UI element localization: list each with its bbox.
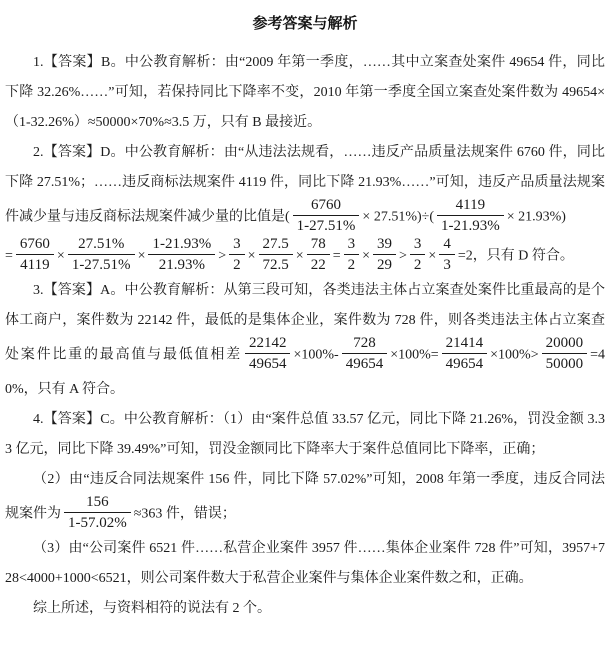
answer-4-point-1 (5, 405, 605, 465)
text-run: = (332, 248, 341, 264)
answer-4-point-3 (5, 534, 605, 594)
fraction (307, 235, 330, 274)
text-run: （2）由“违反合同法规案件 156 件，同比下降 57.02%”可知，2008 年第一季度，违反合同法规案件为 (5, 472, 605, 522)
fraction (68, 235, 135, 274)
fraction-numerator: 3 (347, 236, 356, 252)
fraction-denominator: 50000 (542, 353, 588, 373)
fraction-numerator: 3 (413, 236, 422, 252)
fraction-numerator: 4 (443, 236, 451, 252)
fraction (64, 493, 131, 532)
fraction-numerator: 1-21.93% (152, 236, 212, 252)
fraction (245, 334, 291, 373)
fraction (229, 235, 245, 274)
fraction-denominator: 2 (410, 254, 426, 274)
fraction (439, 235, 455, 274)
answer-1 (5, 48, 605, 138)
fraction (437, 196, 504, 235)
fraction (342, 334, 388, 373)
fraction-numerator: 156 (86, 494, 109, 510)
fraction (373, 235, 396, 274)
fraction-numerator: 3 (233, 236, 241, 252)
fraction-denominator: 4119 (16, 254, 54, 274)
fraction-denominator: 21.93% (148, 254, 215, 274)
fraction-denominator: 22 (307, 254, 330, 274)
text-run: × (362, 248, 370, 264)
fraction-denominator: 49654 (442, 353, 488, 373)
text-run: × (295, 248, 304, 264)
text-run: > (218, 248, 227, 264)
fraction-numerator: 728 (353, 335, 376, 351)
text-run: × (137, 248, 146, 264)
text-run: 综上所述，与资料相符的说法有 2 个。 (33, 601, 271, 616)
text-run: ×100%- (293, 347, 339, 363)
text-run: 3.【答案】A。中公教育解析：从第三段可知，各类违法主体占立案查处案件比重最高的是个体工商户，案件数为 22142 件，最低的是集体企业，案件数为 728 件，则各类违法主体占立案查处案件比重的最高值与最低值相差 (5, 283, 605, 363)
text-run: ×100%> (490, 347, 539, 363)
fraction (442, 334, 488, 373)
fraction (542, 334, 588, 373)
fraction-numerator: 27.5 (262, 236, 289, 252)
text-run: =2，只有 D 符合。 (457, 248, 574, 264)
fraction (344, 235, 360, 274)
text-run: =40%，只有 A 符合。 (5, 347, 605, 397)
answer-4-point-2 (5, 465, 605, 534)
text-run: 2.【答案】D。中公教育解析：由“从违法法规看，……违反产品质量法规案件 6760 件，同比下降 27.51%；……违反商标法规案件 4119 件，同比下降 21.93%……”可知，违反产品质量法规案件减少量与违反商标法规案件减少量的比值是( (5, 145, 605, 225)
fraction-numerator: 6760 (311, 197, 342, 213)
fraction-denominator: 49654 (342, 353, 388, 373)
fraction-numerator: 6760 (19, 236, 50, 252)
fraction-denominator: 3 (439, 254, 455, 274)
fraction-denominator: 1-27.51% (68, 254, 135, 274)
text-run: （3）由“公司案件 6521 件……私营企业案件 3957 件……集体企业案件 728 件”可知，3957+728<4000+1000<6521，则公司案件数大于私营企业案件与集体企业案件数之和，正确。 (5, 541, 605, 586)
fraction (16, 235, 54, 274)
fraction-numerator: 20000 (545, 335, 584, 351)
page-title: 参考答案与解析 (252, 15, 358, 32)
fraction-numerator: 22142 (248, 335, 287, 351)
fraction-denominator: 2 (229, 254, 245, 274)
fraction-denominator: 1-21.93% (437, 215, 504, 235)
fraction-numerator: 39 (377, 236, 392, 252)
text-run: ×100%= (390, 347, 439, 363)
fraction-denominator: 1-27.51% (293, 215, 360, 235)
text-run: 1.【答案】B。中公教育解析：由“2009 年第一季度，……其中立案查处案件 49654 件，同比下降 32.26%……”可知，若保持同比下降率不变，2010 年第一季度全国立案查处案件数为 49654×（1-32.26%）≈50000×70%≈3.5 万，只有 B 最接近。 (5, 55, 605, 130)
fraction (293, 196, 360, 235)
fraction-denominator: 29 (373, 254, 396, 274)
fraction-numerator: 78 (310, 236, 326, 252)
text-run: > (399, 248, 407, 264)
fraction-denominator: 1-57.02% (64, 512, 131, 532)
fraction-denominator: 49654 (245, 353, 291, 373)
text-run: = (5, 248, 13, 264)
text-run: × 27.51%)÷( (362, 209, 434, 225)
answer-list (5, 48, 605, 624)
text-run: × 21.93%) (506, 209, 566, 225)
fraction (148, 235, 215, 274)
text-run: × (247, 248, 256, 264)
text-run: × (428, 248, 437, 264)
text-run: × (56, 248, 65, 264)
fraction-denominator: 72.5 (259, 254, 293, 274)
fraction-numerator: 27.51% (78, 236, 125, 252)
fraction (410, 235, 426, 274)
answer-4-conclusion (5, 594, 605, 624)
fraction-denominator: 2 (344, 254, 360, 274)
fraction-numerator: 21414 (445, 335, 484, 351)
text-run: ≈363 件，错误； (133, 506, 236, 522)
answer-2 (5, 138, 605, 276)
fraction-numerator: 4119 (455, 197, 486, 213)
text-run: 4.【答案】C。中公教育解析：（1）由“案件总值 33.57 亿元，同比下降 21.26%，罚没金额 3.33 亿元，同比下降 39.49%”可知，罚没金额同比下降率大于案件总值同比下降率，正确； (5, 412, 605, 457)
answer-3 (5, 276, 605, 405)
fraction (259, 235, 293, 274)
